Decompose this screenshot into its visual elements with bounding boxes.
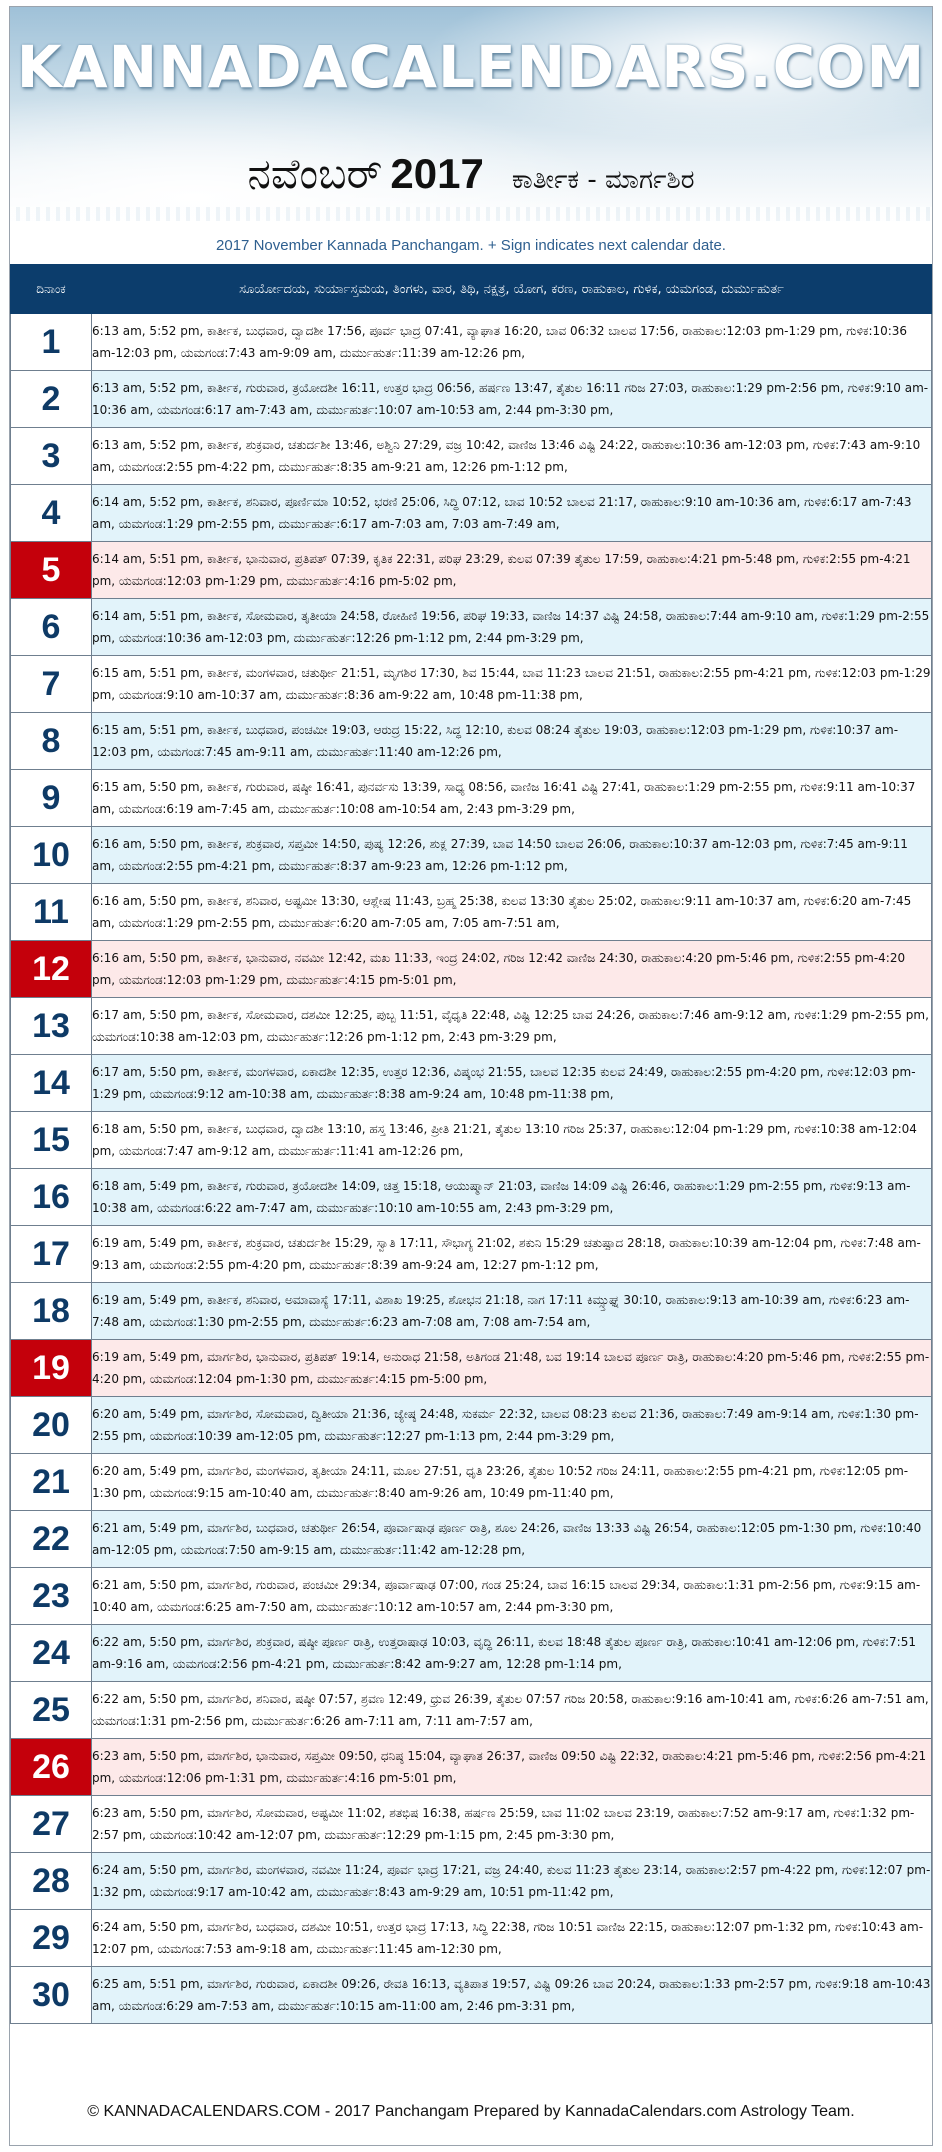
table-row <box>11 1340 932 1397</box>
day-details: 6:13 am, 5:52 pm, ಕಾರ್ತೀಕ, ಗುರುವಾರ, ತ್ರಯೋದಶೀ 16:11, ಉತ್ತರ ಭಾದ್ರ 06:56, ಹರ್ಷಣ 13:47, ತೈತುಲ 16:11 ಗರಿಜ 27:03, ರಾಹುಕಾಲ:1:29 pm-2:56 pm, ಗುಳಿಕ:9:10 am-10:36 am, ಯಮಗಂಡ:6:17 am-7:43 am, ದುರ್ಮುಹುರ್ತ:10:07 am-10:53 am, 2:44 pm-3:30 pm, <box>92 371 932 428</box>
month-name: ನವೆಂಬರ್ <box>247 149 383 198</box>
day-number: 26 <box>11 1739 92 1796</box>
day-number: 11 <box>11 884 92 941</box>
table-header-row <box>11 265 932 314</box>
day-number: 2 <box>11 371 92 428</box>
footer-copyright[interactable]: © KANNADACALENDARS.COM <box>87 2103 321 2120</box>
calendar-frame <box>9 6 933 2146</box>
table-row <box>11 1169 932 1226</box>
table-row <box>11 314 932 371</box>
table-row <box>11 1511 932 1568</box>
day-number: 30 <box>11 1967 92 2024</box>
day-details: 6:17 am, 5:50 pm, ಕಾರ್ತೀಕ, ಮಂಗಳವಾರ, ಏಕಾದಶೀ 12:35, ಉತ್ತರ 12:36, ವಿಷ್ಕಂಭ 21:55, ಬಾಲವ 12:35 ಕುಲವ 24:49, ರಾಹುಕಾಲ:2:55 pm-4:20 pm, ಗುಳಿಕ:12:03 pm-1:29 pm, ಯಮಗಂಡ:9:12 am-10:38 am, ದುರ್ಮುಹುರ್ತ:8:38 am-9:24 am, 10:48 pm-11:38 pm, <box>92 1055 932 1112</box>
day-details: 6:14 am, 5:51 pm, ಕಾರ್ತೀಕ, ಸೋಮವಾರ, ತೃತೀಯಾ 24:58, ರೋಹಿಣಿ 19:56, ಪರಿಘ 19:33, ವಾಣಿಜ 14:37 ವಿಷ್ಟಿ 24:58, ರಾಹುಕಾಲ:7:44 am-9:10 am, ಗುಳಿಕ:1:29 pm-2:55 pm, ಯಮಗಂಡ:10:36 am-12:03 pm, ದುರ್ಮುಹುರ್ತ:12:26 pm-1:12 pm, 2:44 pm-3:29 pm, <box>92 599 932 656</box>
table-body <box>11 314 932 2024</box>
day-number: 19 <box>11 1340 92 1397</box>
table-row <box>11 656 932 713</box>
site-logo[interactable]: KANNADACALENDARS.COM <box>16 33 926 101</box>
day-details: 6:24 am, 5:50 pm, ಮಾರ್ಗಶಿರ, ಬುಧವಾರ, ದಶಮೀ 10:51, ಉತ್ತರ ಭಾದ್ರ 17:13, ಸಿದ್ಧಿ 22:38, ಗರಿಜ 10:51 ವಾಣಿಜ 22:15, ರಾಹುಕಾಲ:12:07 pm-1:32 pm, ಗುಳಿಕ:10:43 am-12:07 pm, ಯಮಗಂಡ:7:53 am-9:18 am, ದುರ್ಮುಹುರ್ತ:11:45 am-12:30 pm, <box>92 1910 932 1967</box>
table-row <box>11 884 932 941</box>
table-row <box>11 1910 932 1967</box>
table-row <box>11 599 932 656</box>
day-details: 6:17 am, 5:50 pm, ಕಾರ್ತೀಕ, ಸೋಮವಾರ, ದಶಮೀ 12:25, ಪುಬ್ಬ 11:51, ವೈಧೃತಿ 22:48, ವಿಷ್ಟಿ 12:25 ಬಾವ 24:26, ರಾಹುಕಾಲ:7:46 am-9:12 am, ಗುಳಿಕ:1:29 pm-2:55 pm, ಯಮಗಂಡ:10:38 am-12:03 pm, ದುರ್ಮುಹುರ್ತ:12:26 pm-1:12 pm, 2:43 pm-3:29 pm, <box>92 998 932 1055</box>
header-description: ಸೂರ್ಯೋದಯ, ಸುರ್ಯಾಸ್ತಮಯ, ತಿಂಗಳು, ವಾರ, ತಿಥಿ, ನಕ್ಷತ್ರ, ಯೋಗ, ಕರಣ, ರಾಹುಕಾಲ, ಗುಳಿಕ, ಯಮಗಂಡ, ದುರ್ಮುಹುರ್ತ <box>92 265 932 314</box>
day-details: 6:20 am, 5:49 pm, ಮಾರ್ಗಶಿರ, ಸೋಮವಾರ, ದ್ವಿತೀಯಾ 21:36, ಜ್ಯೇಷ್ಠ 24:48, ಸುಕರ್ಮ 22:32, ಬಾಲವ 08:23 ಕುಲವ 21:36, ರಾಹುಕಾಲ:7:49 am-9:14 am, ಗುಳಿಕ:1:30 pm-2:55 pm, ಯಮಗಂಡ:10:39 am-12:05 pm, ದುರ್ಮುಹುರ್ತ:12:27 pm-1:13 pm, 2:44 pm-3:29 pm, <box>92 1397 932 1454</box>
day-details: 6:14 am, 5:52 pm, ಕಾರ್ತೀಕ, ಶನಿವಾರ, ಪೂರ್ಣಿಮಾ 10:52, ಭರಣಿ 25:06, ಸಿದ್ಧಿ 07:12, ಬಾವ 10:52 ಬಾಲವ 21:17, ರಾಹುಕಾಲ:9:10 am-10:36 am, ಗುಳಿಕ:6:17 am-7:43 am, ಯಮಗಂಡ:1:29 pm-2:55 pm, ದುರ್ಮುಹುರ್ತ:6:17 am-7:03 am, 7:03 am-7:49 am, <box>92 485 932 542</box>
day-number: 7 <box>11 656 92 713</box>
day-details: 6:16 am, 5:50 pm, ಕಾರ್ತೀಕ, ಶನಿವಾರ, ಅಷ್ಟಮೀ 13:30, ಆಶ್ಲೇಷ 11:43, ಬ್ರಹ್ಮ 25:38, ಕುಲವ 13:30 ತೈತುಲ 25:02, ರಾಹುಕಾಲ:9:11 am-10:37 am, ಗುಳಿಕ:6:20 am-7:45 am, ಯಮಗಂಡ:1:29 pm-2:55 pm, ದುರ್ಮುಹುರ್ತ:6:20 am-7:05 am, 7:05 am-7:51 am, <box>92 884 932 941</box>
day-number: 16 <box>11 1169 92 1226</box>
table-row <box>11 371 932 428</box>
day-number: 1 <box>11 314 92 371</box>
snow-decoration <box>10 207 932 221</box>
day-details: 6:19 am, 5:49 pm, ಕಾರ್ತೀಕ, ಶನಿವಾರ, ಅಮಾವಾಸ್ಯೆ 17:11, ವಿಶಾಖ 19:25, ಶೋಭನ 21:18, ನಾಗ 17:11 ಕಿಮ್ಸ್ತುಘ್ನ 30:10, ರಾಹುಕಾಲ:9:13 am-10:39 am, ಗುಳಿಕ:6:23 am-7:48 am, ಯಮಗಂಡ:1:30 pm-2:55 pm, ದುರ್ಮುಹುರ್ತ:6:23 am-7:08 am, 7:08 am-7:54 am, <box>92 1283 932 1340</box>
table-row <box>11 1568 932 1625</box>
table-row <box>11 1283 932 1340</box>
table-row <box>11 1967 932 2024</box>
day-details: 6:25 am, 5:51 pm, ಮಾರ್ಗಶಿರ, ಗುರುವಾರ, ಏಕಾದಶೀ 09:26, ರೇವತಿ 16:13, ವ್ಯತಿಪಾತ 19:57, ವಿಷ್ಟಿ 09:26 ಬಾವ 20:24, ರಾಹುಕಾಲ:1:33 pm-2:57 pm, ಗುಳಿಕ:9:18 am-10:43 am, ಯಮಗಂಡ:6:29 am-7:53 am, ದುರ್ಮುಹುರ್ತ:10:15 am-11:00 am, 2:46 pm-3:31 pm, <box>92 1967 932 2024</box>
day-details: 6:22 am, 5:50 pm, ಮಾರ್ಗಶಿರ, ಶುಕ್ರವಾರ, ಷಷ್ಠೀ ಪೂರ್ಣ ರಾತ್ರಿ, ಉತ್ತರಾಷಾಢ 10:03, ವೃದ್ಧಿ 26:11, ಕುಲವ 18:48 ತೈತುಲ ಪೂರ್ಣ ರಾತ್ರಿ, ರಾಹುಕಾಲ:10:41 am-12:06 pm, ಗುಳಿಕ:7:51 am-9:16 am, ಯಮಗಂಡ:2:56 pm-4:21 pm, ದುರ್ಮುಹುರ್ತ:8:42 am-9:27 am, 12:28 pm-1:14 pm, <box>92 1625 932 1682</box>
day-details: 6:13 am, 5:52 pm, ಕಾರ್ತೀಕ, ಶುಕ್ರವಾರ, ಚತುರ್ದಶೀ 13:46, ಅಶ್ವಿನಿ 27:29, ವಜ್ರ 10:42, ವಾಣಿಜ 13:46 ವಿಷ್ಟಿ 24:22, ರಾಹುಕಾಲ:10:36 am-12:03 pm, ಗುಳಿಕ:7:43 am-9:10 am, ಯಮಗಂಡ:2:55 pm-4:22 pm, ದುರ್ಮುಹುರ್ತ:8:35 am-9:21 am, 12:26 pm-1:12 pm, <box>92 428 932 485</box>
day-details: 6:18 am, 5:49 pm, ಕಾರ್ತೀಕ, ಗುರುವಾರ, ತ್ರಯೋದಶೀ 14:09, ಚಿತ್ತ 15:18, ಆಯುಷ್ಮಾನ್ 21:03, ವಾಣಿಜ 14:09 ವಿಷ್ಟಿ 26:46, ರಾಹುಕಾಲ:1:29 pm-2:55 pm, ಗುಳಿಕ:9:13 am-10:38 am, ಯಮಗಂಡ:6:22 am-7:47 am, ದುರ್ಮುಹುರ್ತ:10:10 am-10:55 am, 2:43 pm-3:29 pm, <box>92 1169 932 1226</box>
table-row <box>11 1397 932 1454</box>
day-details: 6:13 am, 5:52 pm, ಕಾರ್ತೀಕ, ಬುಧವಾರ, ದ್ವಾದಶೀ 17:56, ಪೂರ್ವ ಭಾದ್ರ 07:41, ವ್ಯಾಘಾತ 16:20, ಬಾವ 06:32 ಬಾಲವ 17:56, ರಾಹುಕಾಲ:12:03 pm-1:29 pm, ಗುಳಿಕ:10:36 am-12:03 pm, ಯಮಗಂಡ:7:43 am-9:09 am, ದುರ್ಮುಹುರ್ತ:11:39 am-12:26 pm, <box>92 314 932 371</box>
month-title <box>10 149 932 199</box>
table-row <box>11 998 932 1055</box>
table-row <box>11 485 932 542</box>
day-number: 9 <box>11 770 92 827</box>
day-number: 14 <box>11 1055 92 1112</box>
day-number: 17 <box>11 1226 92 1283</box>
day-number: 6 <box>11 599 92 656</box>
day-details: 6:22 am, 5:50 pm, ಮಾರ್ಗಶಿರ, ಶನಿವಾರ, ಷಷ್ಠೀ 07:57, ಶ್ರವಣ 12:49, ಧ್ರುವ 26:39, ತೈತುಲ 07:57 ಗರಿಜ 20:58, ರಾಹುಕಾಲ:9:16 am-10:41 am, ಗುಳಿಕ:6:26 am-7:51 am, ಯಮಗಂಡ:1:31 pm-2:56 pm, ದುರ್ಮುಹುರ್ತ:6:26 am-7:11 am, 7:11 am-7:57 am, <box>92 1682 932 1739</box>
day-details: 6:21 am, 5:49 pm, ಮಾರ್ಗಶಿರ, ಬುಧವಾರ, ಚತುರ್ಥೀ 26:54, ಪೂರ್ವಾಷಾಢ ಪೂರ್ಣ ರಾತ್ರಿ, ಶೂಲ 24:26, ವಾಣಿಜ 13:33 ವಿಷ್ಟಿ 26:54, ರಾಹುಕಾಲ:12:05 pm-1:30 pm, ಗುಳಿಕ:10:40 am-12:05 pm, ಯಮಗಂಡ:7:50 am-9:15 am, ದುರ್ಮುಹುರ್ತ:11:42 am-12:28 pm, <box>92 1511 932 1568</box>
day-details: 6:23 am, 5:50 pm, ಮಾರ್ಗಶಿರ, ಸೋಮವಾರ, ಅಷ್ಟಮೀ 11:02, ಶತಭಿಷ 16:38, ಹರ್ಷಣ 25:59, ಬಾವ 11:02 ಬಾಲವ 23:19, ರಾಹುಕಾಲ:7:52 am-9:17 am, ಗುಳಿಕ:1:32 pm-2:57 pm, ಯಮಗಂಡ:10:42 am-12:07 pm, ದುರ್ಮುಹುರ್ತ:12:29 pm-1:15 pm, 2:45 pm-3:30 pm, <box>92 1796 932 1853</box>
table-row <box>11 1454 932 1511</box>
table-row <box>11 1112 932 1169</box>
day-number: 20 <box>11 1397 92 1454</box>
day-details: 6:19 am, 5:49 pm, ಕಾರ್ತೀಕ, ಶುಕ್ರವಾರ, ಚತುರ್ದಶೀ 15:29, ಸ್ವಾತಿ 17:11, ಸೌಭಾಗ್ಯ 21:02, ಶಕುನಿ 15:29 ಚತುಷ್ಪಾದ 28:18, ರಾಹುಕಾಲ:10:39 am-12:04 pm, ಗುಳಿಕ:7:48 am-9:13 am, ಯಮಗಂಡ:2:55 pm-4:20 pm, ದುರ್ಮುಹುರ್ತ:8:39 am-9:24 am, 12:27 pm-1:12 pm, <box>92 1226 932 1283</box>
day-details: 6:19 am, 5:49 pm, ಮಾರ್ಗಶಿರ, ಭಾನುವಾರ, ಪ್ರತಿಪತ್ 19:14, ಅನುರಾಧ 21:58, ಅತಿಗಂಡ 21:48, ಬವ 19:14 ಬಾಲವ ಪೂರ್ಣ ರಾತ್ರಿ, ರಾಹುಕಾಲ:4:20 pm-5:46 pm, ಗುಳಿಕ:2:55 pm-4:20 pm, ಯಮಗಂಡ:12:04 pm-1:30 pm, ದುರ್ಮುಹುರ್ತ:4:15 pm-5:00 pm, <box>92 1340 932 1397</box>
table-row <box>11 770 932 827</box>
footer <box>10 2103 932 2121</box>
month-year: 2017 <box>390 150 484 197</box>
day-details: 6:14 am, 5:51 pm, ಕಾರ್ತೀಕ, ಭಾನುವಾರ, ಪ್ರತಿಪತ್ 07:39, ಕೃತಿಕ 22:31, ಪರಿಘ 23:29, ಕುಲವ 07:39 ತೈತುಲ 17:59, ರಾಹುಕಾಲ:4:21 pm-5:48 pm, ಗುಳಿಕ:2:55 pm-4:21 pm, ಯಮಗಂಡ:12:03 pm-1:29 pm, ದುರ್ಮುಹುರ್ತ:4:16 pm-5:02 pm, <box>92 542 932 599</box>
day-details: 6:23 am, 5:50 pm, ಮಾರ್ಗಶಿರ, ಭಾನುವಾರ, ಸಪ್ತಮೀ 09:50, ಧನಿಷ್ಠ 15:04, ವ್ಯಾಘಾತ 26:37, ವಾಣಿಜ 09:50 ವಿಷ್ಟಿ 22:32, ರಾಹುಕಾಲ:4:21 pm-5:46 pm, ಗುಳಿಕ:2:56 pm-4:21 pm, ಯಮಗಂಡ:12:06 pm-1:31 pm, ದುರ್ಮುಹುರ್ತ:4:16 pm-5:01 pm, <box>92 1739 932 1796</box>
panchangam-table <box>10 264 932 2024</box>
table-row <box>11 1682 932 1739</box>
day-number: 29 <box>11 1910 92 1967</box>
day-number: 24 <box>11 1625 92 1682</box>
day-number: 3 <box>11 428 92 485</box>
day-number: 10 <box>11 827 92 884</box>
header-date: ದಿನಾಂಕ <box>11 265 92 314</box>
day-number: 28 <box>11 1853 92 1910</box>
day-details: 6:16 am, 5:50 pm, ಕಾರ್ತೀಕ, ಭಾನುವಾರ, ನವಮೀ 12:42, ಮಖ 11:33, ಇಂದ್ರ 24:02, ಗರಿಜ 12:42 ವಾಣಿಜ 24:30, ರಾಹುಕಾಲ:4:20 pm-5:46 pm, ಗುಳಿಕ:2:55 pm-4:20 pm, ಯಮಗಂಡ:12:03 pm-1:29 pm, ದುರ್ಮುಹುರ್ತ:4:15 pm-5:01 pm, <box>92 941 932 998</box>
day-number: 13 <box>11 998 92 1055</box>
table-row <box>11 1853 932 1910</box>
day-number: 5 <box>11 542 92 599</box>
day-number: 27 <box>11 1796 92 1853</box>
day-details: 6:15 am, 5:51 pm, ಕಾರ್ತೀಕ, ಮಂಗಳವಾರ, ಚತುರ್ಥೀ 21:51, ಮೃಗಶಿರ 17:30, ಶಿವ 15:44, ಬಾವ 11:23 ಬಾಲವ 21:51, ರಾಹುಕಾಲ:2:55 pm-4:21 pm, ಗುಳಿಕ:12:03 pm-1:29 pm, ಯಮಗಂಡ:9:10 am-10:37 am, ದುರ್ಮುಹುರ್ತ:8:36 am-9:22 am, 10:48 pm-11:38 pm, <box>92 656 932 713</box>
subtitle: 2017 November Kannada Panchangam. + Sign indicates next calendar date. <box>216 237 726 254</box>
day-details: 6:21 am, 5:50 pm, ಮಾರ್ಗಶಿರ, ಗುರುವಾರ, ಪಂಚಮೀ 29:34, ಪೂರ್ವಾಷಾಢ 07:00, ಗಂಡ 25:24, ಬಾವ 16:15 ಬಾಲವ 29:34, ರಾಹುಕಾಲ:1:31 pm-2:56 pm, ಗುಳಿಕ:9:15 am-10:40 am, ಯಮಗಂಡ:6:25 am-7:50 am, ದುರ್ಮುಹುರ್ತ:10:12 am-10:57 am, 2:44 pm-3:30 pm, <box>92 1568 932 1625</box>
day-number: 8 <box>11 713 92 770</box>
day-number: 23 <box>11 1568 92 1625</box>
table-row <box>11 827 932 884</box>
table-row <box>11 542 932 599</box>
day-details: 6:15 am, 5:51 pm, ಕಾರ್ತೀಕ, ಬುಧವಾರ, ಪಂಚಮೀ 19:03, ಆರುದ್ರ 15:22, ಸಿದ್ಧ 12:10, ಕುಲವ 08:24 ತೈತುಲ 19:03, ರಾಹುಕಾಲ:12:03 pm-1:29 pm, ಗುಳಿಕ:10:37 am-12:03 pm, ಯಮಗಂಡ:7:45 am-9:11 am, ದುರ್ಮುಹುರ್ತ:11:40 am-12:26 pm, <box>92 713 932 770</box>
lunar-months: ಕಾರ್ತೀಕ - ಮಾರ್ಗಶಿರ <box>511 165 695 195</box>
day-number: 22 <box>11 1511 92 1568</box>
day-number: 18 <box>11 1283 92 1340</box>
day-details: 6:24 am, 5:50 pm, ಮಾರ್ಗಶಿರ, ಮಂಗಳವಾರ, ನವಮೀ 11:24, ಪೂರ್ವ ಭಾದ್ರ 17:21, ವಜ್ರ 24:40, ಕುಲವ 11:23 ತೈತುಲ 23:14, ರಾಹುಕಾಲ:2:57 pm-4:22 pm, ಗುಳಿಕ:12:07 pm-1:32 pm, ಯಮಗಂಡ:9:17 am-10:42 am, ದುರ್ಮುಹುರ್ತ:8:43 am-9:29 am, 10:51 pm-11:42 pm, <box>92 1853 932 1910</box>
table-row <box>11 1796 932 1853</box>
day-details: 6:20 am, 5:49 pm, ಮಾರ್ಗಶಿರ, ಮಂಗಳವಾರ, ತೃತೀಯಾ 24:11, ಮೂಲ 27:51, ಧೃತಿ 23:26, ತೈತುಲ 10:52 ಗರಿಜ 24:11, ರಾಹುಕಾಲ:2:55 pm-4:21 pm, ಗುಳಿಕ:12:05 pm-1:30 pm, ಯಮಗಂಡ:9:15 am-10:40 am, ದುರ್ಮುಹುರ್ತ:8:40 am-9:26 am, 10:49 pm-11:40 pm, <box>92 1454 932 1511</box>
footer-text: - 2017 Panchangam Prepared by KannadaCalendars.com Astrology Team. <box>320 2103 855 2120</box>
day-number: 4 <box>11 485 92 542</box>
day-number: 15 <box>11 1112 92 1169</box>
table-row <box>11 1625 932 1682</box>
day-details: 6:15 am, 5:50 pm, ಕಾರ್ತೀಕ, ಗುರುವಾರ, ಷಷ್ಠೀ 16:41, ಪುನರ್ವಸು 13:39, ಸಾಧ್ಯ 08:56, ವಾಣಿಜ 16:41 ವಿಷ್ಟಿ 27:41, ರಾಹುಕಾಲ:1:29 pm-2:55 pm, ಗುಳಿಕ:9:11 am-10:37 am, ಯಮಗಂಡ:6:19 am-7:45 am, ದುರ್ಮುಹುರ್ತ:10:08 am-10:54 am, 2:43 pm-3:29 pm, <box>92 770 932 827</box>
banner <box>10 7 932 261</box>
table-row <box>11 713 932 770</box>
table-row <box>11 1739 932 1796</box>
table-row <box>11 1055 932 1112</box>
table-row <box>11 428 932 485</box>
day-details: 6:16 am, 5:50 pm, ಕಾರ್ತೀಕ, ಶುಕ್ರವಾರ, ಸಪ್ತಮೀ 14:50, ಪುಷ್ಯ 12:26, ಶುಕ್ಲ 27:39, ಬಾವ 14:50 ಬಾಲವ 26:06, ರಾಹುಕಾಲ:10:37 am-12:03 pm, ಗುಳಿಕ:7:45 am-9:11 am, ಯಮಗಂಡ:2:55 pm-4:21 pm, ದುರ್ಮುಹುರ್ತ:8:37 am-9:23 am, 12:26 pm-1:12 pm, <box>92 827 932 884</box>
day-number: 21 <box>11 1454 92 1511</box>
day-details: 6:18 am, 5:50 pm, ಕಾರ್ತೀಕ, ಬುಧವಾರ, ದ್ವಾದಶೀ 13:10, ಹಸ್ತ 13:46, ಪ್ರೀತಿ 21:21, ತೈತುಲ 13:10 ಗರಿಜ 25:37, ರಾಹುಕಾಲ:12:04 pm-1:29 pm, ಗುಳಿಕ:10:38 am-12:04 pm, ಯಮಗಂಡ:7:47 am-9:12 am, ದುರ್ಮುಹುರ್ತ:11:41 am-12:26 pm, <box>92 1112 932 1169</box>
day-number: 25 <box>11 1682 92 1739</box>
table-row <box>11 941 932 998</box>
table-row <box>11 1226 932 1283</box>
day-number: 12 <box>11 941 92 998</box>
